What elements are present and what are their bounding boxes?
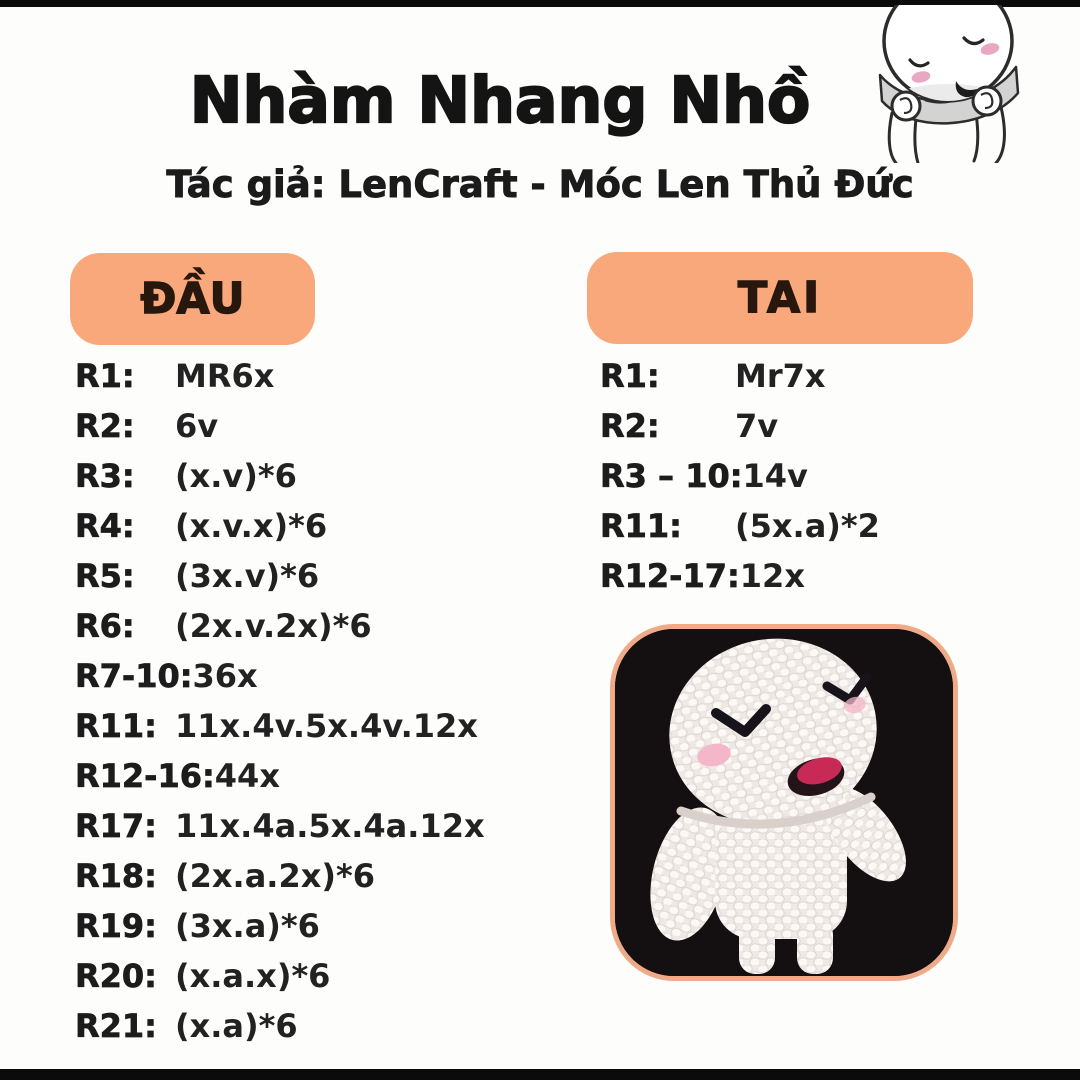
rounds-list-tai: [600, 351, 880, 601]
round-label: R18:: [75, 857, 157, 895]
round-label: R11:: [600, 507, 682, 545]
round-instruction: 11x.4a.5x.4a.12x: [175, 807, 485, 845]
page-title: Nhàm Nhang Nhồ: [189, 64, 811, 137]
round-instruction: (5x.a)*2: [735, 507, 880, 545]
round-instruction: 11x.4v.5x.4v.12x: [175, 707, 478, 745]
round-label: R6:: [75, 607, 135, 645]
round-instruction: Mr7x: [735, 357, 826, 395]
round-instruction: (x.v)*6: [175, 457, 297, 495]
rounds-list-dau: [75, 351, 485, 1051]
doll-photo-drawing: [615, 629, 953, 976]
round-label: R4:: [75, 507, 135, 545]
round-instruction: (2x.a.2x)*6: [175, 857, 375, 895]
pattern-row: [75, 1001, 485, 1051]
round-label: R1:: [75, 357, 135, 395]
round-label: R2:: [600, 407, 660, 445]
pattern-row: [75, 701, 485, 751]
pattern-row: [75, 651, 485, 701]
pattern-row: [75, 801, 485, 851]
round-label: R12-16:: [75, 757, 215, 795]
pattern-row: [75, 901, 485, 951]
round-instruction: (x.a)*6: [175, 1007, 298, 1045]
round-instruction: (x.a.x)*6: [175, 957, 331, 995]
round-label: R2:: [75, 407, 135, 445]
pattern-row: [600, 501, 880, 551]
round-label: R5:: [75, 557, 135, 595]
pattern-row: [75, 551, 485, 601]
round-instruction: 6v: [175, 407, 219, 445]
round-label: R1:: [600, 357, 660, 395]
pattern-row: [75, 601, 485, 651]
pattern-row: [600, 401, 880, 451]
pattern-row: [75, 851, 485, 901]
pattern-row: [600, 551, 880, 601]
pattern-row: [75, 751, 485, 801]
round-instruction: 14v: [742, 457, 808, 495]
round-instruction: (3x.v)*6: [175, 557, 320, 595]
round-instruction: (x.v.x)*6: [175, 507, 328, 545]
round-instruction: 7v: [735, 407, 779, 445]
round-instruction: 44x: [214, 757, 280, 795]
author-line: Tác giả: LenCraft - Móc Len Thủ Đức: [166, 163, 914, 206]
round-label: R12-17:: [600, 557, 740, 595]
pattern-row: [75, 501, 485, 551]
round-instruction: (3x.a)*6: [175, 907, 320, 945]
round-label: R19:: [75, 907, 157, 945]
pattern-row: [75, 401, 485, 451]
round-label: R3:: [75, 457, 135, 495]
pattern-row: [600, 451, 880, 501]
pattern-row: [75, 951, 485, 1001]
round-instruction: 12x: [739, 557, 805, 595]
pattern-row: [75, 351, 485, 401]
round-instruction: 36x: [192, 657, 258, 695]
round-label: R11:: [75, 707, 157, 745]
section-header-tai: TAI: [587, 252, 973, 344]
round-label: R3 – 10:: [600, 457, 743, 495]
doll-photo: [610, 624, 958, 981]
round-label: R17:: [75, 807, 157, 845]
bottom-border: [0, 1069, 1080, 1080]
section-header-dau: ĐẦU: [70, 253, 315, 345]
round-label: R20:: [75, 957, 157, 995]
round-instruction: MR6x: [175, 357, 275, 395]
round-label: R7-10:: [75, 657, 193, 695]
pattern-row: [75, 451, 485, 501]
round-label: R21:: [75, 1007, 157, 1045]
round-instruction: (2x.v.2x)*6: [175, 607, 372, 645]
pattern-row: [600, 351, 880, 401]
